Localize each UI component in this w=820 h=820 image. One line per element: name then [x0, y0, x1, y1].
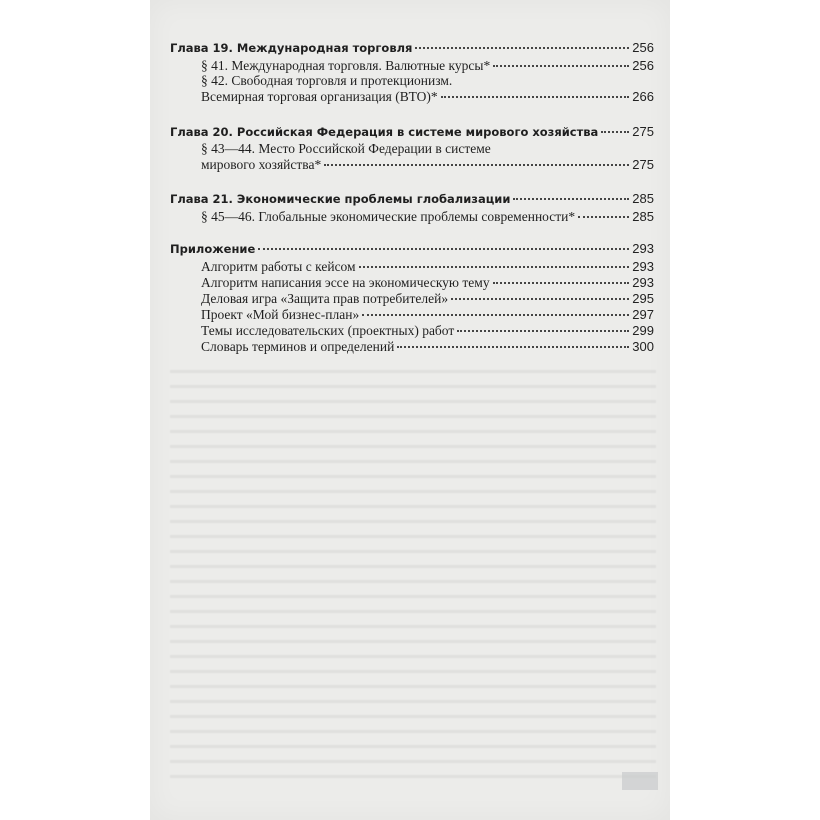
toc-appendix-item: [201, 259, 654, 275]
page-number: 297: [632, 307, 654, 322]
page-number: 275: [632, 157, 654, 172]
dot-leader: [457, 329, 629, 332]
corner-smudge: [622, 772, 658, 790]
page-number: 300: [632, 339, 654, 354]
section-title-cont: мирового хозяйства*: [201, 157, 322, 172]
dot-leader: [397, 345, 629, 348]
dot-leader: [359, 265, 630, 268]
appendix-item-title: Алгоритм написания эссе на экономическую тему: [201, 275, 490, 290]
page-number: 285: [632, 191, 654, 206]
dot-leader: [324, 163, 629, 166]
toc-section-4546: [201, 209, 654, 225]
page-number: 266: [632, 89, 654, 104]
book-page: [150, 0, 670, 820]
page-number: 293: [632, 259, 654, 274]
appendix-title: Приложение: [170, 242, 256, 256]
toc-section-42-line1: § 42. Свободная торговля и протекционизм.: [201, 73, 453, 88]
toc-section-42: [201, 89, 654, 105]
dot-leader: [362, 313, 629, 316]
section-title: § 41. Международная торговля. Валютные курсы*: [201, 58, 491, 73]
toc-appendix-item: [201, 291, 654, 307]
page-number: 285: [632, 209, 654, 224]
section-title-cont: Всемирная торговая организация (ВТО)*: [201, 89, 438, 104]
toc-chapter-19: [170, 40, 654, 55]
page-number: 256: [632, 40, 654, 55]
dot-leader: [415, 46, 629, 49]
page-number: 256: [632, 58, 654, 73]
toc-appendix-item: [201, 323, 654, 339]
dot-leader: [493, 281, 630, 284]
bleed-through-texture: [170, 370, 656, 780]
dot-leader: [578, 215, 629, 218]
appendix-item-title: Деловая игра «Защита прав потребителей»: [201, 291, 449, 306]
dot-leader: [601, 130, 629, 133]
page-number: 295: [632, 291, 654, 306]
appendix-item-title: Алгоритм работы с кейсом: [201, 259, 356, 274]
chapter-title: Глава 19. Международная торговля: [170, 41, 413, 55]
toc-appendix-item: [201, 307, 654, 323]
toc-appendix: [170, 241, 654, 256]
toc-chapter-21: [170, 191, 654, 206]
toc-appendix-item: [201, 339, 654, 355]
toc-chapter-20: [170, 124, 654, 139]
toc-section-4344-line1: § 43—44. Место Российской Федерации в системе: [201, 141, 491, 156]
page-number: 293: [632, 241, 654, 256]
dot-leader: [451, 297, 629, 300]
chapter-title: Глава 21. Экономические проблемы глобализации: [170, 192, 511, 206]
dot-leader: [493, 64, 629, 67]
page-number: 293: [632, 275, 654, 290]
toc-section-41: [201, 58, 654, 74]
toc-appendix-item: [201, 275, 654, 291]
page-number: 299: [632, 323, 654, 338]
appendix-item-title: Словарь терминов и определений: [201, 339, 395, 354]
dot-leader: [258, 247, 629, 250]
appendix-item-title: Проект «Мой бизнес-план»: [201, 307, 360, 322]
appendix-item-title: Темы исследовательских (проектных) работ: [201, 323, 455, 338]
dot-leader: [513, 197, 629, 200]
dot-leader: [441, 95, 630, 98]
section-title: § 45—46. Глобальные экономические проблемы современности*: [201, 209, 576, 224]
page-number: 275: [632, 124, 654, 139]
toc-section-4344: [201, 157, 654, 173]
chapter-title: Глава 20. Российская Федерация в системе мирового хозяйства: [170, 125, 599, 139]
